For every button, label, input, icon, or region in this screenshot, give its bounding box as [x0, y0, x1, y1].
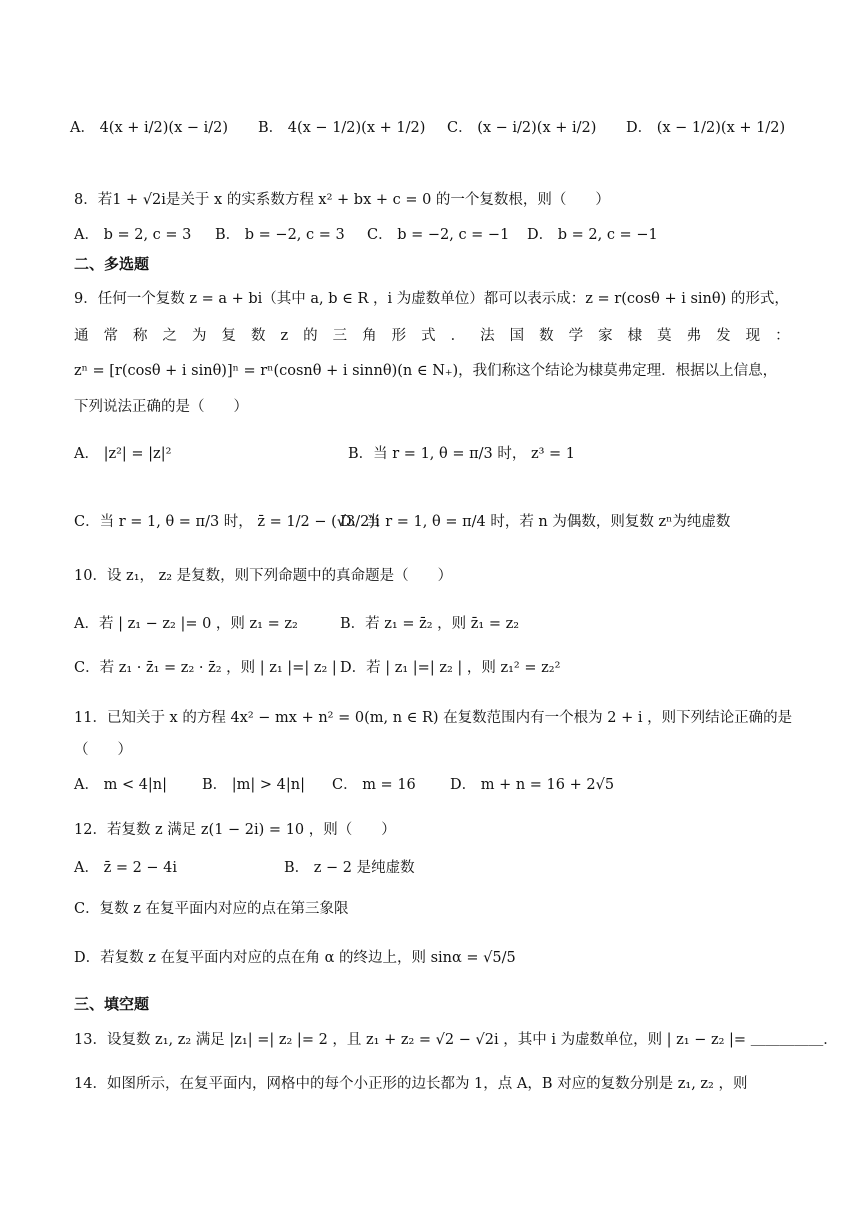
q7-option-a: A． 4(x + i/2)(x − i/2)	[70, 120, 229, 136]
q9-line-2	[74, 326, 790, 346]
q9-line-2-char: 学	[568, 328, 584, 344]
q8-option-d: D． b = 2, c = −1	[527, 227, 658, 243]
q10-option-d: D．若 | z₁ |=| z₂ | ，则 z₁² = z₂²	[340, 660, 561, 676]
q9-line-2-char: 弗	[686, 328, 702, 344]
q10-option-b: B．若 z₁ = z̄₂ ，则 z̄₁ = z₂	[340, 616, 520, 632]
q9-line-3: zⁿ = [r(cosθ + i sinθ)]ⁿ = rⁿ(cosnθ + i sinnθ)(n ∈ N₊)，我们称这个结论为棣莫弗定理．根据以上信息，	[74, 363, 778, 379]
q9-line-2-char: ：	[775, 328, 790, 344]
q9-line-2-char: 家	[598, 328, 613, 344]
q9-line-2-char: 角	[362, 328, 377, 344]
q9-option-b: B．当 r = 1, θ = π/3 时， z³ = 1	[348, 446, 576, 462]
q9-line-2-char: z	[280, 328, 289, 344]
q9-line-2-char: 现	[745, 328, 761, 344]
q10-option-a: A．若 | z₁ − z₂ |= 0 ，则 z₁ = z₂	[74, 616, 298, 632]
q9-line-2-char: 通	[74, 328, 89, 344]
q14-stem: 14．如图所示，在复平面内，网格中的每个小正形的边长都为 1，点 A，B 对应的复数分别是 z₁, z₂ ，则	[74, 1076, 748, 1092]
q9-line-2-char: 三	[332, 328, 348, 344]
q9-line-2-char: 法	[480, 328, 495, 344]
q11-option-a: A． m < 4|n|	[74, 777, 168, 793]
q9-line-2-char: ．	[450, 328, 466, 344]
q11-option-c: C． m = 16	[332, 777, 416, 793]
q11-paren: （ ）	[74, 742, 132, 758]
q9-line-2-char: 发	[716, 328, 731, 344]
q7-option-d: D． (x − 1/2)(x + 1/2)	[626, 120, 786, 136]
q9-line-2-char: 莫	[657, 328, 672, 344]
q12-option-b: B． z − 2 是纯虚数	[284, 860, 415, 876]
q10-option-c: C．若 z₁ · z̄₁ = z₂ · z̄₂ ，则 | z₁ |=| z₂ |	[74, 660, 337, 676]
q8-option-a: A． b = 2, c = 3	[74, 227, 192, 243]
q9-option-a: A． |z²| = |z|²	[74, 446, 172, 462]
q9-line-2-char: 的	[303, 328, 318, 344]
q12-option-c: C．复数 z 在复平面内对应的点在第三象限	[74, 901, 349, 917]
section-heading-fill-in: 三、填空题	[74, 995, 150, 1013]
q9-line-2-char: 国	[509, 328, 525, 344]
q8-option-c: C． b = −2, c = −1	[367, 227, 510, 243]
q12-stem: 12．若复数 z 满足 z(1 − 2i) = 10 ，则（ ）	[74, 822, 396, 838]
q9-line-2-char: 为	[192, 328, 207, 344]
q12-option-d: D．若复数 z 在复平面内对应的点在角 α 的终边上，则 sinα = √5/5	[74, 950, 516, 966]
q9-line-2-char: 数	[539, 328, 554, 344]
q8-option-b: B． b = −2, c = 3	[215, 227, 345, 243]
q9-option-c: C．当 r = 1, θ = π/3 时， z̄ = 1/2 − (√3/2)i	[74, 514, 380, 530]
section-heading-multiple-choice: 二、多选题	[74, 255, 150, 273]
q11-option-d: D． m + n = 16 + 2√5	[450, 777, 615, 793]
q8-stem: 8．若1 + √2i是关于 x 的实系数方程 x² + bx + c = 0 的一个复数根，则（ ）	[74, 192, 610, 208]
q12-option-a: A． z̄ = 2 − 4i	[74, 860, 178, 876]
q13-stem: 13．设复数 z₁, z₂ 满足 |z₁| =| z₂ |= 2 ，且 z₁ + z₂ = √2 − √2i ，其中 i 为虚数单位，则 | z₁ − z₂ |= ＿＿＿＿＿．	[74, 1032, 838, 1048]
q9-line-2-char: 之	[162, 328, 177, 344]
q11-stem: 11．已知关于 x 的方程 4x² − mx + n² = 0(m, n ∈ R) 在复数范围内有一个根为 2 + i ，则下列结论正确的是	[74, 710, 793, 726]
q9-line-2-char: 式	[421, 328, 436, 344]
q7-option-b: B． 4(x − 1/2)(x + 1/2)	[258, 120, 426, 136]
q9-line-2-char: 常	[103, 328, 118, 344]
q9-line-2-char: 称	[133, 328, 148, 344]
q9-line-1: 9．任何一个复数 z = a + bi（其中 a, b ∈ R ，i 为虚数单位）都可以表示成：z = r(cosθ + i sinθ) 的形式，	[74, 291, 789, 307]
q11-option-b: B． |m| > 4|n|	[202, 777, 305, 793]
q10-stem: 10．设 z₁， z₂ 是复数，则下列命题中的真命题是（ ）	[74, 568, 453, 584]
q7-option-c: C． (x − i/2)(x + i/2)	[447, 120, 597, 136]
q9-line-2-char: 复	[221, 328, 236, 344]
q9-line-2-char: 棣	[627, 328, 643, 344]
q9-line-2-char: 数	[251, 328, 266, 344]
q9-line-2-char: 形	[391, 328, 407, 344]
q9-line-4: 下列说法正确的是（ ）	[74, 399, 248, 415]
q9-option-d: D．当 r = 1, θ = π/4 时，若 n 为偶数，则复数 zⁿ为纯虚数	[340, 514, 731, 530]
